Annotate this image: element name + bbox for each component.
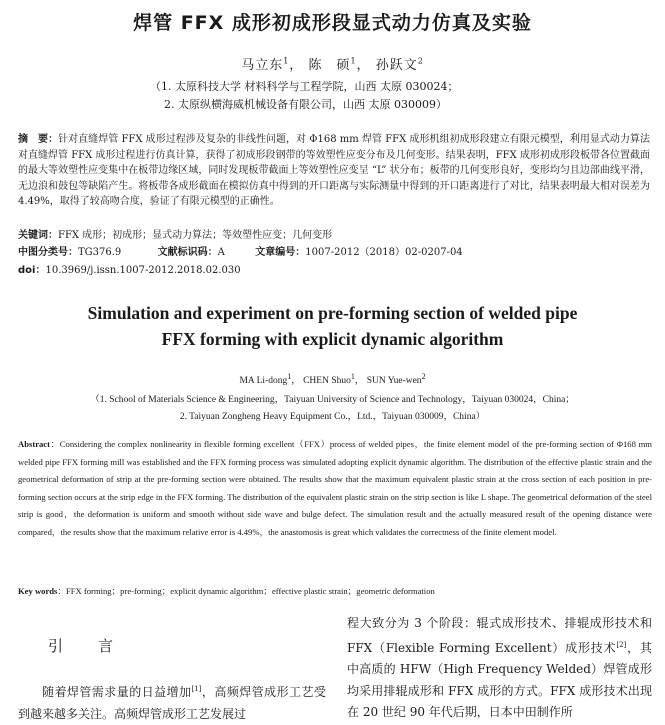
article-no-value: 1007-2012（2018）02-0207-04 — [305, 247, 463, 258]
author-sup: 2 — [421, 372, 426, 381]
author-name: 孙跃文 — [375, 58, 418, 73]
intro-text: 程大致分为 3 个阶段：辊式成形技术、排辊成形技术和 FFX（Flexible Forming Excellent）成形技术 — [347, 616, 652, 655]
doi-value: 10.3969/j.issn.1007-2012.2018.02.030 — [45, 265, 241, 276]
author-name: 陈 硕 — [308, 58, 351, 73]
affiliation-en-2: 2. Taiyuan Zongheng Heavy Equipment Co.，Ltd.，Taiyuan 030009，China） — [179, 412, 486, 422]
citation-ref: [1] — [191, 685, 202, 693]
author-sup: 2 — [417, 56, 424, 66]
author-sup: 1 — [283, 56, 290, 66]
intro-right-column — [347, 613, 652, 724]
abstract-en-text: ：Considering the complex nonlinearity in flexible forming excellent（FFX）process of welded pipes，the finite element model of the pre-forming section of Φ168 mm welded pipe FFX forming mill was established and the FFX forming process was simulated adopting explicit dynamic algorithm. The distribution of the effective plastic strain and the geometrical deformation of strip at the pre-forming section were obtained. The results show that the maximum equivalent plastic strain at the cross section of each position in pre-forming section occurs at the strip edge in the FFX forming. The distribution of the equivalent plastic strain on the strip section is like L shape. The geometrical deformation of the steel strip is good，the deformation is uniform and smooth without side wave and bulge defect. The simulation result and the actually measured result of the opening distance were compared，the results show that the maximum relative error is 4.49%，the anastomosis is great which validates the correctness of the finite element model. — [18, 439, 652, 537]
author-name: CHEN Shuo — [303, 376, 351, 387]
doi-line — [18, 261, 241, 276]
abstract-english — [18, 436, 652, 541]
author-name: 马立东 — [241, 58, 284, 73]
authors-chinese: 马立东$^1$， 陈 硕$^1$， 孙跃文$^2$ — [241, 56, 424, 73]
affiliation-cn-1: （1. 太原科技大学 材料科学与工程学院，山西 太原 030024； — [150, 80, 459, 93]
title-english — [0, 300, 665, 352]
affiliation-cn-2: 2. 太原纵横海威机械设备有限公司，山西 太原 030009） — [164, 98, 447, 111]
author-name: SUN Yue-wen — [366, 376, 422, 387]
article-no-label: 文章编号： — [255, 247, 306, 258]
keywords-en-text: ：FFX forming；pre-forming；explicit dynamic algorithm；effective plastic strain；geometric deformation — [57, 586, 435, 596]
intro-text: 随着焊管需求量的日益增加 — [42, 685, 192, 699]
author-sup: 1 — [350, 56, 357, 66]
doi-label: doi： — [18, 265, 46, 276]
keywords-chinese — [18, 226, 332, 241]
keywords-english — [18, 585, 652, 597]
clc-label: 中图分类号： — [18, 247, 78, 258]
title-english-line: FFX forming with explicit dynamic algorithm — [161, 329, 504, 349]
authors-english: MA Li-dong$^1$， CHEN Shuo$^1$， SUN Yue-wen$^2$ — [239, 372, 426, 387]
doc-code-label: 文献标识码： — [157, 247, 218, 258]
intro-paragraph-left — [18, 679, 326, 725]
affiliation-en-1: （1. School of Materials Science & Engineering，Taiyuan University of Science and Technology，Taiyuan 030024，China； — [90, 395, 575, 405]
keywords-en-label: Key words — [18, 586, 58, 596]
citation-ref: [2] — [616, 640, 627, 649]
author-sup: 1 — [350, 372, 355, 381]
title-english-line: Simulation and experiment on pre-forming section of welded pipe — [87, 303, 578, 323]
section-heading-intro: 引 言 — [48, 637, 124, 655]
intro-text: ，高频焊管成形工艺受到越来越多关注。高频焊管成形工艺发展过 — [18, 685, 326, 721]
keywords-label: 关键词： — [18, 230, 58, 241]
author-sup: 1 — [287, 372, 292, 381]
abstract-label: 摘 要： — [18, 134, 59, 145]
doc-code-value: A — [217, 247, 225, 258]
title-chinese: 焊管 FFX 成形初成形段显式动力仿真及实验 — [133, 12, 532, 34]
intro-text: ，其中高质的 HFW（High Frequency Welded）焊管成形均采用排辊成形和 FFX 成形的方式。FFX 成形技术出现在 20 世纪 90 年代后期，日本中田制作所 — [347, 640, 652, 719]
keywords-text: FFX 成形；初成形；显式动力算法；等效塑性应变；几何变形 — [58, 230, 333, 241]
clc-value: TG376.9 — [78, 247, 122, 258]
abstract-en-label: Abstract — [18, 439, 50, 449]
abstract-chinese — [18, 132, 650, 210]
classification-line — [18, 243, 463, 258]
abstract-text: 针对直缝焊管 FFX 成形过程涉及复杂的非线性问题，对 Φ168 mm 焊管 FFX 成形机组初成形段建立有限元模型，利用显式动力算法对直缝焊管 FFX 成形过程进行仿真计算，获得了初成形段钢带的等效塑性应变分布及几何变形。结果表明，FFX 成形初成形段板带各位置截面的最大等效塑性应变集中在板带边缘区域，同时发现板带截面上等效塑性应变呈 “L” 状分布；板带的几何变形良好，变形均匀且边部曲线平滑，无边浪和鼓包等缺陷产生。将板带各成形截面在模拟仿真中得到的开口距离与实际测量中得到的开口距离进行了对比，结果表明最大相对误差为 4.49%，取得了较高吻合度，验证了有限元模型的正确性。 — [18, 134, 650, 208]
author-name: MA Li-dong — [239, 376, 288, 387]
